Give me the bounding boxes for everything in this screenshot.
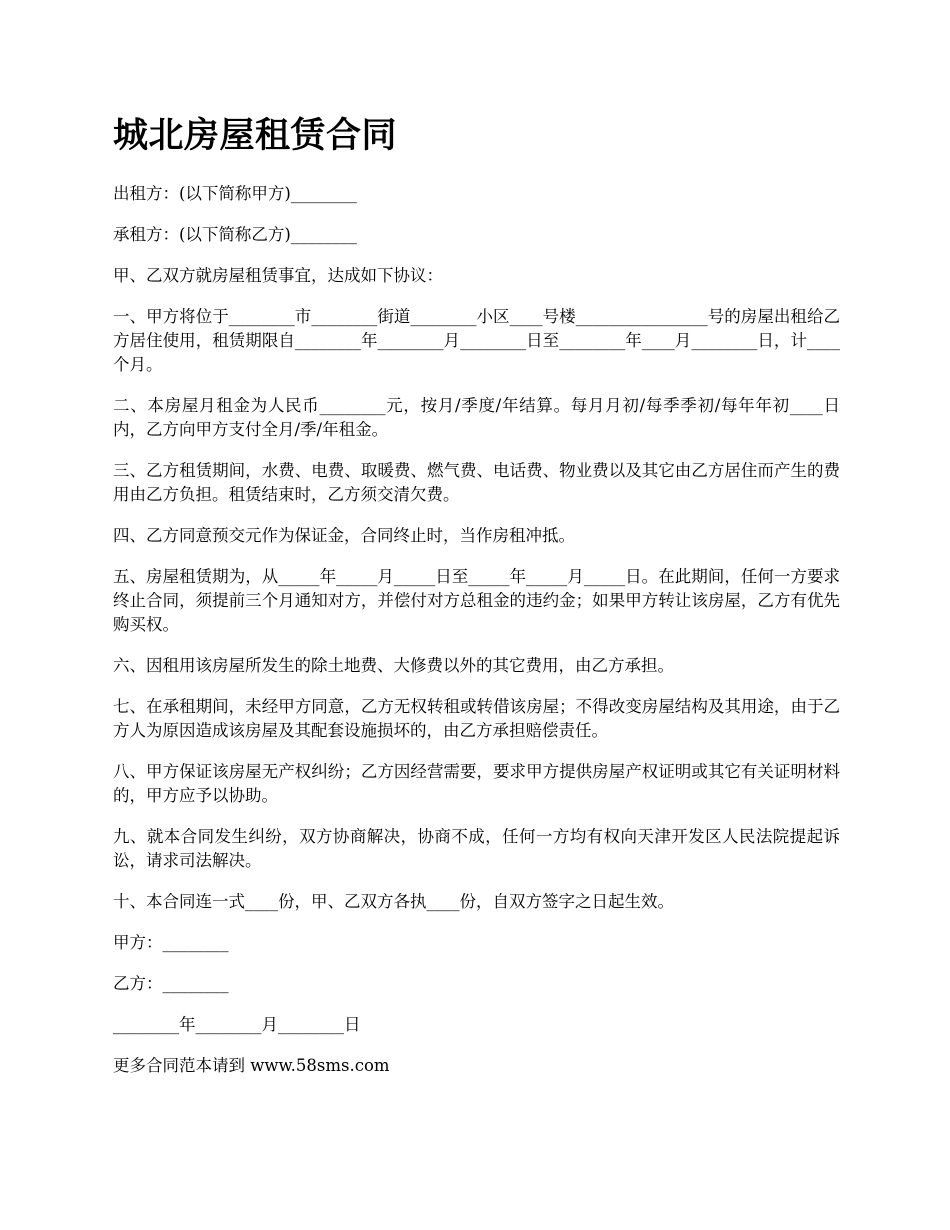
clause-2-rent: 二、本房屋月租金为人民币________元，按月/季度/年结算。每月月初/每季季初/每年年初____日内，乙方向甲方支付全月/季/年租金。	[113, 396, 840, 439]
document-title: 城北房屋租赁合同	[113, 115, 398, 156]
clause-3-utilities: 三、乙方租赁期间，水费、电费、取暖费、燃气费、电话费、物业费以及其它由乙方居住而产生的费用由乙方负担。租赁结束时，乙方须交清欠费。	[113, 461, 840, 504]
footer-more-templates: 更多合同范本请到 www.58sms.com	[113, 1056, 390, 1075]
lessee-line: 承租方：(以下简称乙方)________	[113, 225, 357, 244]
clause-5-lease-period: 五、房屋租赁期为，从_____年_____月_____日至_____年_____月_____日。在此期间，任何一方要求终止合同，须提前三个月通知对方，并偿付对方总租金的违约金；如果甲方转让该房屋，乙方有优先购买权。	[113, 567, 840, 634]
clause-7-sublease: 七、在承租期间，未经甲方同意，乙方无权转租或转借该房屋；不得改变房屋结构及其用途，由于乙方人为原因造成该房屋及其配套设施损坏的，由乙方承担赔偿责任。	[113, 697, 840, 740]
contract-page	[113, 112, 840, 1095]
party-b-signature: 乙方：________	[113, 974, 229, 993]
signing-date: ________年________月________日	[113, 1015, 361, 1034]
party-a-signature: 甲方：________	[113, 933, 229, 952]
clause-6-other-fees: 六、因租用该房屋所发生的除土地费、大修费以外的其它费用，由乙方承担。	[113, 656, 674, 675]
clause-10-copies: 十、本合同连一式____份，甲、乙双方各执____份，自双方签字之日起生效。	[113, 892, 674, 911]
clause-8-ownership: 八、甲方保证该房屋无产权纠纷；乙方因经营需要，要求甲方提供房屋产权证明或其它有关证明材料的，甲方应予以协助。	[113, 762, 840, 805]
clause-1-location-term: 一、甲方将位于________市________街道________小区____号楼________________号的房屋出租给乙方居住使用，租赁期限自________年________月________日至________年____月________日，计____个月。	[113, 307, 840, 374]
clause-9-disputes: 九、就本合同发生纠纷，双方协商解决，协商不成，任何一方均有权向天津开发区人民法院提起诉讼，请求司法解决。	[113, 827, 840, 870]
lessor-line: 出租方：(以下简称甲方)________	[113, 184, 357, 203]
agreement-intro: 甲、乙双方就房屋租赁事宜，达成如下协议：	[113, 266, 443, 285]
clause-4-deposit: 四、乙方同意预交元作为保证金，合同终止时，当作房租冲抵。	[113, 526, 575, 545]
